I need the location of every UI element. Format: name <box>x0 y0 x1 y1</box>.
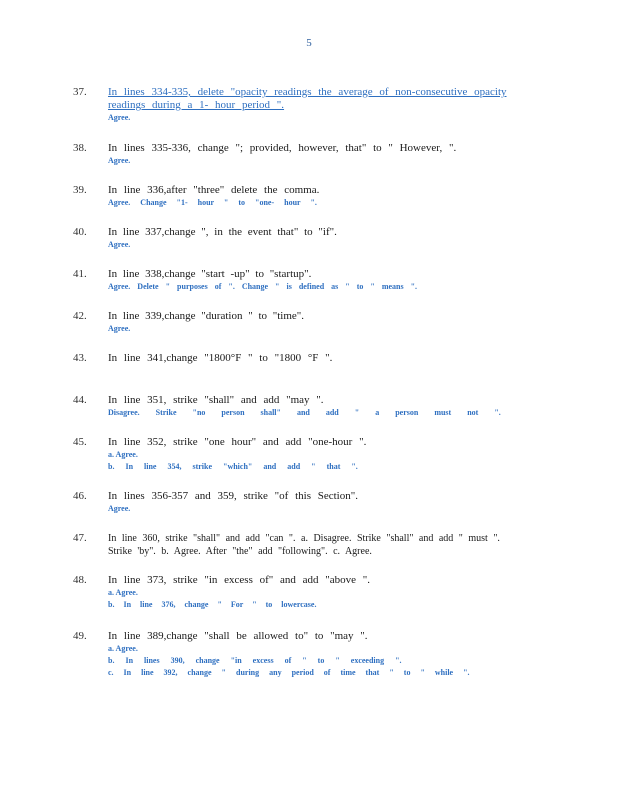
item-line: In line 337,change ", in the event that" to "if". <box>108 226 337 238</box>
response-line: Agree. Change "1- hour " to "one- hour ". <box>108 198 317 207</box>
response-line: Agree. Delete " purposes of ". Change " is defined as " to " means ". <box>108 282 418 291</box>
item-line: In line 352, strike "one hour" and add "one-hour ". <box>108 436 367 448</box>
item-line: readings during a 1- hour period ". <box>108 99 285 111</box>
item-number: 47. <box>73 532 87 544</box>
item-line: In line 341,change "1800°F " to "1800 °F ". <box>108 352 333 364</box>
item-line: In line 360, strike "shall" and add "can ". a. Disagree. Strike "shall" and add " must ". <box>108 533 500 544</box>
item-line: In line 351, strike "shall" and add "may ". <box>108 394 324 406</box>
item-line: In lines 334-335, delete "opacity readings the average of non-consecutive opacity <box>108 86 507 98</box>
item-line: In line 338,change "start -up" to "startup". <box>108 268 312 280</box>
response-line: a. Agree. <box>108 644 138 653</box>
item-number: 41. <box>73 268 87 280</box>
item-number: 42. <box>73 310 87 322</box>
item-line: In line 339,change "duration " to "time". <box>108 310 305 322</box>
item-line: In line 389,change "shall be allowed to" to "may ". <box>108 630 368 642</box>
response-line: Agree. <box>108 324 131 333</box>
response-line: b. In lines 390, change "in excess of " to " exceeding ". <box>108 656 402 665</box>
response-line: Agree. <box>108 113 131 122</box>
response-line: Agree. <box>108 240 131 249</box>
item-line: In lines 335-336, change "; provided, however, that" to " However, ". <box>108 142 457 154</box>
item-number: 39. <box>73 184 87 196</box>
item-line: In line 373, strike "in excess of" and add "above ". <box>108 574 371 586</box>
item-number: 49. <box>73 630 87 642</box>
item-number: 37. <box>73 86 87 98</box>
response-line: b. In line 376, change " For " to lowercase. <box>108 600 317 609</box>
item-line: Strike 'by". b. Agree. After "the" add "following". c. Agree. <box>108 546 372 557</box>
response-line: c. In line 392, change " during any period of time that " to " while ". <box>108 668 470 677</box>
item-number: 38. <box>73 142 87 154</box>
item-number: 40. <box>73 226 87 238</box>
item-number: 48. <box>73 574 87 586</box>
response-line: Disagree. Strike "no person shall" and add " a person must not ". <box>108 408 501 417</box>
response-line: b. In line 354, strike "which" and add " that ". <box>108 462 358 471</box>
item-line: In line 336,after "three" delete the comma. <box>108 184 320 196</box>
item-number: 45. <box>73 436 87 448</box>
response-line: Agree. <box>108 156 131 165</box>
item-line: In lines 356-357 and 359, strike "of this Section". <box>108 490 358 502</box>
response-line: a. Agree. <box>108 450 138 459</box>
item-number: 43. <box>73 352 87 364</box>
page-number: 5 <box>306 37 312 49</box>
response-line: a. Agree. <box>108 588 138 597</box>
item-number: 46. <box>73 490 87 502</box>
response-line: Agree. <box>108 504 131 513</box>
item-number: 44. <box>73 394 87 406</box>
